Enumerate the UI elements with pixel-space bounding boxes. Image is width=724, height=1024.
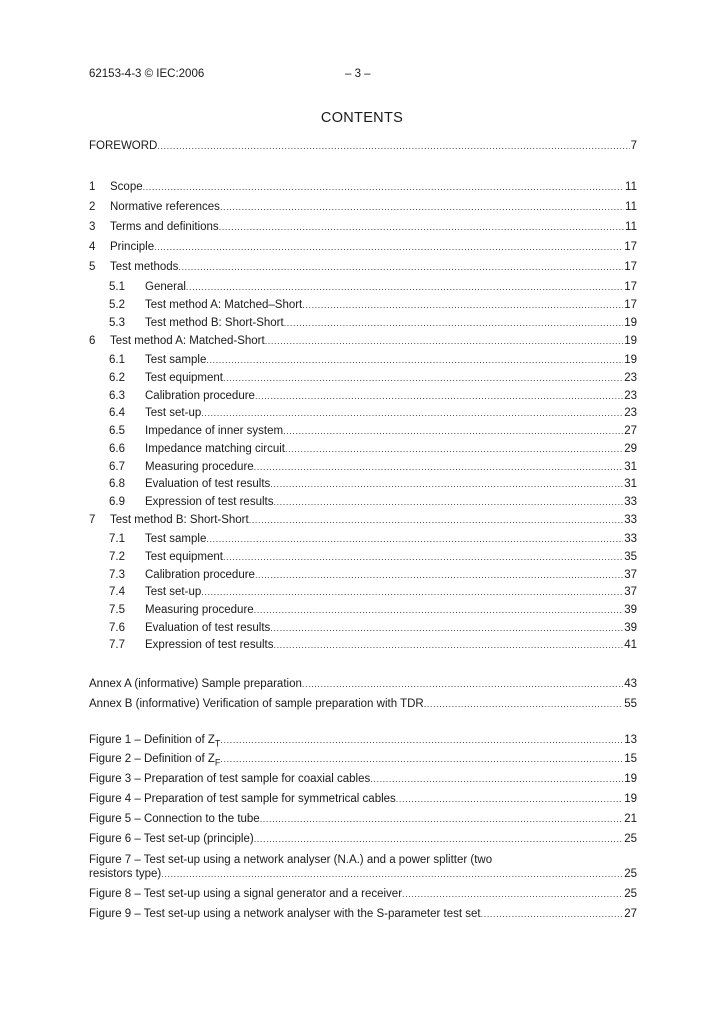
toc-entry-number: 7.5 [109, 604, 125, 616]
toc-entry-page: 41 [624, 639, 637, 651]
toc-entry-number: 6.3 [109, 390, 125, 402]
toc-entry-page: 27 [624, 908, 637, 920]
toc-entry-page: 55 [624, 698, 637, 710]
dot-leader [220, 199, 624, 216]
dot-leader [402, 886, 623, 903]
toc-entry-number: 4 [89, 241, 96, 253]
toc-entry-page: 25 [624, 868, 637, 880]
dot-leader [157, 138, 629, 155]
toc-entry-number: 7.7 [109, 639, 125, 651]
toc-entry[interactable] [109, 315, 637, 332]
toc-entry[interactable] [109, 602, 637, 619]
dot-leader [249, 512, 624, 529]
toc-entry-figure[interactable] [89, 866, 637, 883]
toc-entry-label: Expression of test results [145, 639, 274, 651]
toc-entry-page: 11 [625, 201, 637, 213]
toc-entry-number: 1 [89, 181, 96, 193]
toc-entry-label: Impedance matching circuit [145, 443, 285, 455]
toc-entry-figure[interactable] [89, 886, 637, 903]
subscript: F [214, 757, 221, 768]
toc-entry-page: 43 [624, 678, 637, 690]
toc-entry-page: 37 [624, 569, 637, 581]
toc-entry-label: Annex B (informative) Verification of sample preparation with TDR [89, 698, 424, 710]
toc-entry[interactable] [89, 219, 637, 236]
dot-leader [270, 476, 623, 493]
toc-entry-number: 5 [89, 261, 96, 273]
toc-entry-page: 27 [624, 425, 637, 437]
toc-entry-label: Test equipment [145, 372, 223, 384]
toc-entry-page: 17 [624, 299, 637, 311]
toc-entry-number: 7.3 [109, 569, 125, 581]
dot-leader [143, 179, 624, 196]
dot-leader [284, 315, 624, 332]
toc-entry[interactable] [109, 494, 637, 511]
toc-entry-label: resistors type) [89, 868, 162, 880]
toc-entry-figure[interactable] [89, 751, 637, 768]
toc-entry-figure[interactable] [89, 732, 637, 749]
toc-entry-page: 29 [624, 443, 637, 455]
toc-entry-label: Figure 9 – Test set-up using a network analyser with the S-parameter test set [89, 908, 481, 920]
toc-entry-number: 6.1 [109, 354, 125, 366]
page-number: – 3 – [345, 68, 371, 80]
dot-leader [186, 279, 623, 296]
toc-entry-label-line1: Figure 7 – Test set-up using a network analyser (N.A.) and a power splitter (two [89, 854, 493, 866]
toc-entry-page: 7 [630, 140, 637, 152]
toc-entry-label: Figure 6 – Test set-up (principle) [89, 833, 254, 845]
dot-leader [260, 811, 624, 828]
toc-entry-label: Expression of test results [145, 496, 274, 508]
toc-entry-number: 7.2 [109, 551, 125, 563]
toc-entry-page: 39 [624, 622, 637, 634]
toc-entry-label: Principle [110, 241, 155, 253]
toc-entry-number: 5.1 [109, 281, 125, 293]
toc-entry[interactable] [109, 620, 637, 637]
toc-entry-page: 23 [624, 390, 637, 402]
toc-entry-page: 21 [624, 813, 637, 825]
toc-entry-label: Annex A (informative) Sample preparation [89, 678, 302, 690]
toc-entry-number: 7.4 [109, 586, 125, 598]
toc-entry[interactable] [109, 423, 637, 440]
toc-entry-page: 19 [624, 793, 637, 805]
toc-entry-label: General [145, 281, 186, 293]
toc-entry-page: 13 [624, 734, 637, 746]
toc-entry-number: 6.6 [109, 443, 125, 455]
dot-leader [255, 388, 623, 405]
toc-entry-page: 33 [624, 496, 637, 508]
toc-entry-page: 39 [624, 604, 637, 616]
toc-entry-label: Evaluation of test results [145, 622, 271, 634]
toc-entry-page: 33 [624, 514, 637, 526]
toc-entry-page: 11 [625, 181, 637, 193]
toc-entry-page: 19 [624, 335, 637, 347]
toc-entry-page: 31 [624, 461, 637, 473]
toc-entry-number: 6.9 [109, 496, 125, 508]
toc-entry-figure[interactable] [89, 906, 637, 923]
dot-leader [201, 405, 623, 422]
toc-entry-label: Measuring procedure [145, 604, 254, 616]
toc-entry[interactable] [109, 405, 637, 422]
toc-entry-number: 5.3 [109, 317, 125, 329]
dot-leader [206, 352, 623, 369]
toc-entry-label: Terms and definitions [110, 221, 219, 233]
toc-entry-page: 17 [624, 241, 637, 253]
toc-entry-label: Test method B: Short-Short [110, 514, 249, 526]
toc-entry-label: Figure 5 – Connection to the tube [89, 813, 260, 825]
toc-entry-label: Calibration procedure [145, 569, 255, 581]
toc-entry-page: 33 [624, 533, 637, 545]
dot-leader [220, 751, 623, 768]
page-title: CONTENTS [320, 110, 404, 126]
toc-entry-number: 6.2 [109, 372, 125, 384]
toc-entry[interactable] [109, 370, 637, 387]
toc-entry-number: 6 [89, 335, 96, 347]
toc-entry-page: 15 [624, 753, 637, 765]
toc-entry[interactable] [109, 637, 637, 654]
dot-leader [178, 259, 623, 276]
toc-entry-number: 6.7 [109, 461, 125, 473]
toc-entry[interactable] [109, 459, 637, 476]
toc-entry-label: Test set-up [145, 407, 202, 419]
toc-entry-annex[interactable] [89, 696, 637, 713]
toc-entry-label: Figure 8 – Test set-up using a signal generator and a receiver [89, 888, 403, 900]
toc-entry-foreword[interactable] [89, 138, 637, 155]
toc-entry-number: 6.5 [109, 425, 125, 437]
dot-leader [283, 423, 623, 440]
toc-entry-label: Test methods [110, 261, 179, 273]
toc-entry[interactable] [109, 549, 637, 566]
toc-entry-page: 19 [624, 354, 637, 366]
toc-entry-label: Test method A: Matched-Short [110, 335, 265, 347]
toc-entry-page: 25 [624, 888, 637, 900]
toc-entry[interactable] [89, 239, 637, 256]
dot-leader [270, 620, 623, 637]
toc-entry-figure[interactable] [89, 831, 637, 848]
toc-entry[interactable] [89, 179, 637, 196]
dot-leader [161, 866, 623, 883]
toc-entry-label: Test sample [145, 354, 207, 366]
subscript: T [214, 738, 221, 749]
toc-entry-label: Figure 1 – Definition of $Z_T$ [89, 734, 221, 749]
toc-entry-number: 2 [89, 201, 96, 213]
toc-entry-page: 19 [624, 317, 637, 329]
dot-leader [370, 771, 623, 788]
dot-leader [273, 637, 623, 654]
dot-leader [220, 732, 623, 749]
toc-entry-number: 7.1 [109, 533, 125, 545]
toc-entry[interactable] [89, 259, 637, 276]
toc-entry-page: 17 [624, 281, 637, 293]
dot-leader [254, 459, 624, 476]
toc-entry-label: Impedance of inner system [145, 425, 284, 437]
toc-entry-label: Measuring procedure [145, 461, 254, 473]
dot-leader [396, 791, 623, 808]
toc-entry-annex[interactable] [89, 676, 637, 693]
toc-entry-page: 25 [624, 833, 637, 845]
toc-entry-number: 7.6 [109, 622, 125, 634]
dot-leader [273, 494, 623, 511]
dot-leader [285, 441, 623, 458]
toc-entry-number: 5.2 [109, 299, 125, 311]
toc-entry-label: Figure 2 – Definition of $Z_F$ [89, 753, 221, 768]
toc-entry-label: FOREWORD [89, 140, 158, 152]
dot-leader [219, 219, 624, 236]
toc-entry[interactable] [109, 567, 637, 584]
toc-entry-label: Test sample [145, 533, 207, 545]
toc-entry[interactable] [109, 476, 637, 493]
toc-entry[interactable] [109, 584, 637, 601]
toc-entry-label: Figure 4 – Preparation of test sample for symmetrical cables [89, 793, 396, 805]
toc-entry[interactable] [109, 441, 637, 458]
dot-leader [223, 370, 623, 387]
toc-entry-label: Normative references [110, 201, 220, 213]
toc-entry-figure[interactable] [89, 811, 637, 828]
dot-leader [255, 567, 623, 584]
toc-entry-label: Test method A: Matched–Short [145, 299, 303, 311]
dot-leader [254, 831, 624, 848]
toc-entry-page: 37 [624, 586, 637, 598]
dot-leader [481, 906, 624, 923]
dot-leader [223, 549, 623, 566]
toc-entry[interactable] [109, 388, 637, 405]
toc-entry-label: Calibration procedure [145, 390, 255, 402]
toc-entry[interactable] [89, 199, 637, 216]
toc-entry-page: 11 [625, 221, 637, 233]
dot-leader [201, 584, 623, 601]
toc-entry-label: Test equipment [145, 551, 223, 563]
toc-entry-page: 23 [624, 372, 637, 384]
toc-entry-number: 6.4 [109, 407, 125, 419]
toc-entry-label: Evaluation of test results [145, 478, 271, 490]
toc-entry-label: Scope [110, 181, 143, 193]
toc-entry-page: 31 [624, 478, 637, 490]
toc-entry-page: 23 [624, 407, 637, 419]
toc-entry-page: 17 [624, 261, 637, 273]
toc-entry-page: 19 [624, 773, 637, 785]
dot-leader [206, 531, 623, 548]
toc-entry[interactable] [109, 531, 637, 548]
toc-entry-figure[interactable] [89, 791, 637, 808]
document-reference: 62153-4-3 © IEC:2006 [89, 68, 205, 80]
toc-entry[interactable] [109, 352, 637, 369]
toc-entry[interactable] [109, 279, 637, 296]
toc-entry-number: 6.8 [109, 478, 125, 490]
toc-entry-label: Figure 3 – Preparation of test sample for coaxial cables [89, 773, 371, 785]
dot-leader [302, 676, 623, 693]
toc-entry[interactable] [89, 333, 637, 350]
toc-entry-number: 7 [89, 514, 96, 526]
toc-entry[interactable] [109, 297, 637, 314]
dot-leader [154, 239, 623, 256]
toc-entry-label: Test set-up [145, 586, 202, 598]
toc-entry-number: 3 [89, 221, 96, 233]
toc-entry-label: Test method B: Short-Short [145, 317, 284, 329]
toc-entry[interactable] [89, 512, 637, 529]
dot-leader [302, 297, 623, 314]
dot-leader [254, 602, 624, 619]
dot-leader [424, 696, 623, 713]
dot-leader [265, 333, 624, 350]
toc-entry-page: 35 [624, 551, 637, 563]
toc-entry-figure[interactable] [89, 771, 637, 788]
